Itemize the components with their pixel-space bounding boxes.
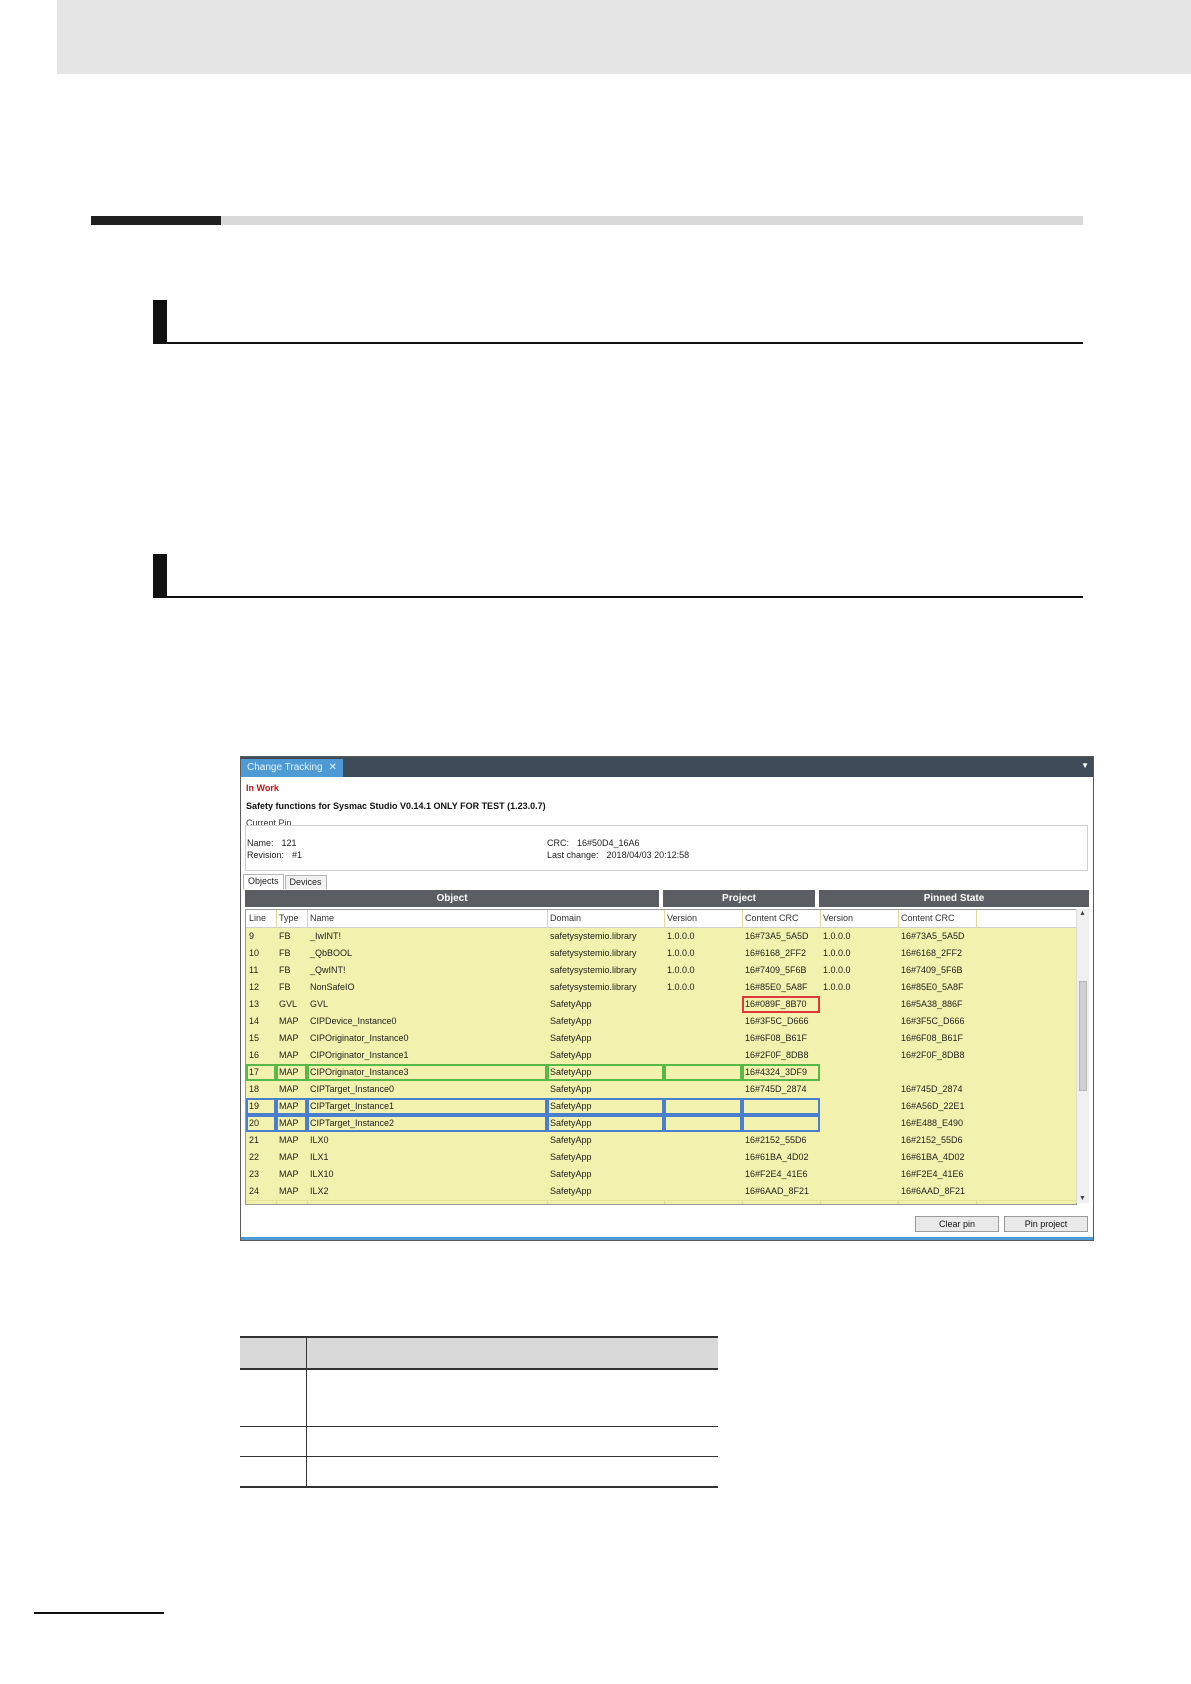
table-row[interactable] bbox=[246, 1132, 1076, 1150]
cell-pinned-content-crc: 16#5A38_886F bbox=[901, 999, 963, 1009]
pin-project-button[interactable]: Pin project bbox=[1004, 1216, 1088, 1232]
current-pin-label: Current Pin bbox=[246, 818, 292, 828]
table-row[interactable] bbox=[246, 1030, 1076, 1048]
cell-version bbox=[664, 1183, 742, 1200]
heading-underline bbox=[153, 342, 1083, 344]
cell-pinned-content-crc: 16#7409_5F6B bbox=[901, 965, 963, 975]
cell-version bbox=[664, 1166, 742, 1183]
subsection-heading-1 bbox=[153, 300, 1083, 344]
cell-version bbox=[664, 1098, 742, 1115]
tab-devices[interactable]: Devices bbox=[285, 875, 327, 889]
cell-pinned-content-crc: 16#73A5_5A5D bbox=[901, 931, 965, 941]
cell-line: 18 bbox=[249, 1084, 260, 1094]
section-rule bbox=[221, 216, 1083, 225]
table-row[interactable] bbox=[246, 1098, 1076, 1116]
cell-content-crc: 16#61BA_4D02 bbox=[745, 1152, 809, 1162]
cell-domain: safetysystemio.library bbox=[550, 948, 637, 958]
close-icon[interactable]: ✕ bbox=[328, 762, 337, 773]
table-row[interactable] bbox=[246, 1115, 1076, 1133]
cell-pinned-version bbox=[820, 1064, 898, 1081]
cell-name: CIPTarget_Instance2 bbox=[307, 1115, 547, 1132]
table-row[interactable] bbox=[246, 1064, 1076, 1082]
table-row[interactable] bbox=[246, 1047, 1076, 1065]
cell-line: 21 bbox=[249, 1135, 260, 1145]
cell-domain: SafetyApp bbox=[547, 1098, 664, 1115]
cell-name: ILX2 bbox=[310, 1186, 329, 1196]
cell-name: CIPOriginator_Instance1 bbox=[310, 1050, 409, 1060]
cell-pinned-content-crc: 16#6F08_B61F bbox=[901, 1033, 964, 1043]
cell-pinned-version bbox=[820, 1081, 898, 1098]
table-row[interactable] bbox=[246, 996, 1076, 1014]
cell-content-crc: 16#4324_3DF9 bbox=[742, 1064, 820, 1081]
group-header-object: Object bbox=[245, 890, 659, 907]
cell-type: MAP bbox=[279, 1033, 299, 1043]
cell-type: FB bbox=[279, 982, 291, 992]
table-row[interactable] bbox=[246, 945, 1076, 963]
scroll-down-icon[interactable]: ▼ bbox=[1079, 1195, 1086, 1202]
group-header-project: Project bbox=[663, 890, 815, 907]
heading-bar bbox=[153, 300, 167, 344]
cell-line: 23 bbox=[249, 1169, 260, 1179]
cell-pinned-version bbox=[820, 1098, 898, 1115]
cell-type: MAP bbox=[276, 1098, 307, 1115]
table-row[interactable] bbox=[246, 1166, 1076, 1184]
cell-type: FB bbox=[279, 948, 291, 958]
section-rule-accent bbox=[91, 216, 221, 225]
change-tracking-window bbox=[240, 756, 1094, 1241]
clear-pin-button[interactable]: Clear pin bbox=[915, 1216, 999, 1232]
heading-underline bbox=[153, 596, 1083, 598]
table-row[interactable] bbox=[246, 928, 1076, 946]
tab-change-tracking[interactable] bbox=[241, 759, 343, 777]
cell-version bbox=[664, 996, 742, 1013]
table-row[interactable] bbox=[246, 962, 1076, 980]
cell-content-crc: 16#85E0_5A8F bbox=[745, 982, 808, 992]
cell-pinned-content-crc: 16#E488_E490 bbox=[901, 1118, 964, 1128]
table-row bbox=[240, 1369, 718, 1427]
pin-revision: Revision: #1 bbox=[247, 850, 303, 860]
header-col-domain[interactable]: Domain bbox=[550, 913, 582, 923]
cell-domain: SafetyApp bbox=[550, 1016, 592, 1026]
cell-pinned-version bbox=[820, 996, 898, 1013]
cell-pinned-version bbox=[820, 1149, 898, 1166]
table-row bbox=[240, 1427, 718, 1457]
scroll-up-icon[interactable]: ▲ bbox=[1079, 910, 1086, 917]
cell-pinned-version: 1.0.0.0 bbox=[823, 965, 851, 975]
cell-domain: SafetyApp bbox=[550, 1084, 592, 1094]
header-band bbox=[57, 0, 1191, 74]
cell-line: 15 bbox=[249, 1033, 260, 1043]
header-col-content-crc[interactable]: Content CRC bbox=[745, 913, 799, 923]
cell-pinned-version bbox=[820, 1183, 898, 1200]
cell-domain: SafetyApp bbox=[550, 1033, 592, 1043]
cell-domain: SafetyApp bbox=[550, 1152, 592, 1162]
cell-type: MAP bbox=[276, 1115, 307, 1132]
header-col-name[interactable]: Name bbox=[310, 913, 335, 923]
cell-type: MAP bbox=[279, 1135, 299, 1145]
objects-grid bbox=[245, 909, 1077, 1205]
cell-line: 17 bbox=[246, 1064, 276, 1081]
cell-content-crc: 16#745D_2874 bbox=[745, 1084, 807, 1094]
cell-type: MAP bbox=[279, 1084, 299, 1094]
grid-header bbox=[246, 910, 1076, 928]
cell-type: FB bbox=[279, 931, 291, 941]
cell-pinned-content-crc: 16#2F0F_8DB8 bbox=[901, 1050, 965, 1060]
cell-domain: SafetyApp bbox=[550, 999, 592, 1009]
cell-pinned-version bbox=[820, 1047, 898, 1064]
object-tabs bbox=[243, 874, 328, 888]
table-header-row bbox=[240, 1337, 718, 1369]
description-table bbox=[240, 1336, 718, 1488]
cell-pinned-content-crc: 16#745D_2874 bbox=[901, 1084, 963, 1094]
cell-name: GVL bbox=[310, 999, 329, 1009]
cell-pinned-content-crc: 16#61BA_4D02 bbox=[901, 1152, 965, 1162]
cell-type: MAP bbox=[279, 1016, 299, 1026]
cell-name: CIPOriginator_Instance0 bbox=[310, 1033, 409, 1043]
cell-pinned-version: 1.0.0.0 bbox=[823, 931, 851, 941]
cell-version bbox=[664, 1047, 742, 1064]
cell-content-crc bbox=[742, 1098, 820, 1115]
cell-content-crc: 16#6AAD_8F21 bbox=[745, 1186, 810, 1196]
cell-line: 9 bbox=[249, 931, 255, 941]
cell-version: 1.0.0.0 bbox=[667, 965, 695, 975]
cell-version bbox=[664, 1064, 742, 1081]
cell-line: 16 bbox=[249, 1050, 260, 1060]
cell-pinned-version bbox=[820, 1166, 898, 1183]
cell-version bbox=[664, 1132, 742, 1149]
cell-pinned-version: 1.0.0.0 bbox=[823, 982, 851, 992]
cell-content-crc: 16#6F08_B61F bbox=[745, 1033, 808, 1043]
window-bottom-border bbox=[241, 1237, 1093, 1240]
cell-line: 22 bbox=[249, 1152, 260, 1162]
cell-type: MAP bbox=[279, 1169, 299, 1179]
cell-name: NonSafeIO bbox=[310, 982, 355, 992]
scroll-thumb[interactable] bbox=[1079, 981, 1087, 1091]
cell-pinned-content-crc: 16#6AAD_8F21 bbox=[901, 1186, 966, 1196]
tab-objects[interactable]: Objects bbox=[243, 874, 284, 889]
cell-type: FB bbox=[279, 965, 291, 975]
cell-version bbox=[664, 1115, 742, 1132]
cell-pinned-version bbox=[820, 1030, 898, 1047]
header-col-pinned-version[interactable]: Version bbox=[823, 913, 854, 923]
cell-domain: SafetyApp bbox=[550, 1186, 592, 1196]
cell-type: MAP bbox=[279, 1186, 299, 1196]
cell-content-crc: 16#7409_5F6B bbox=[745, 965, 807, 975]
cell-type: MAP bbox=[276, 1064, 307, 1081]
cell-version bbox=[664, 1149, 742, 1166]
cell-content-crc bbox=[742, 1115, 820, 1132]
cell-name: ILX1 bbox=[310, 1152, 329, 1162]
cell-line: 20 bbox=[246, 1115, 276, 1132]
cell-pinned-version bbox=[820, 1115, 898, 1132]
pin-last-change: Last change: 2018/04/03 20:12:58 bbox=[547, 850, 690, 860]
cell-domain: safetysystemio.library bbox=[550, 931, 637, 941]
cell-line: 11 bbox=[249, 965, 259, 975]
table-row[interactable] bbox=[246, 1081, 1076, 1099]
cell-pinned-content-crc: 16#85E0_5A8F bbox=[901, 982, 964, 992]
heading-bar bbox=[153, 554, 167, 598]
cell-type: GVL bbox=[279, 999, 298, 1009]
cell-line: 13 bbox=[249, 999, 260, 1009]
grid-scrollbar[interactable] bbox=[1076, 909, 1089, 1203]
cell-pinned-content-crc bbox=[898, 1064, 976, 1081]
cell-version bbox=[664, 1013, 742, 1030]
cell-name: ILX0 bbox=[310, 1135, 329, 1145]
cell-name: _QbBOOL bbox=[310, 948, 353, 958]
cell-name: ILX10 bbox=[310, 1169, 334, 1179]
cell-content-crc: 16#089F_8B70 bbox=[742, 996, 820, 1013]
cell-domain: safetysystemio.library bbox=[550, 982, 637, 992]
cell-version bbox=[664, 1030, 742, 1047]
cell-name: CIPOriginator_Instance3 bbox=[307, 1064, 547, 1081]
tab-label: Change Tracking bbox=[247, 762, 323, 773]
cell-line: 12 bbox=[249, 982, 260, 992]
cell-pinned-version bbox=[820, 1132, 898, 1149]
header-col-version[interactable]: Version bbox=[667, 913, 698, 923]
cell-domain: safetysystemio.library bbox=[550, 965, 637, 975]
cell-name: CIPDevice_Instance0 bbox=[310, 1016, 397, 1026]
cell-content-crc: 16#2F0F_8DB8 bbox=[745, 1050, 809, 1060]
cell-version bbox=[664, 1081, 742, 1098]
table-row[interactable] bbox=[246, 979, 1076, 997]
cell-version: 1.0.0.0 bbox=[667, 931, 695, 941]
group-header-pinned-state: Pinned State bbox=[819, 890, 1089, 907]
cell-line: 14 bbox=[249, 1016, 260, 1026]
cell-content-crc: 16#F2E4_41E6 bbox=[745, 1169, 808, 1179]
pin-name: Name: 121 bbox=[247, 838, 297, 848]
cell-type: MAP bbox=[279, 1050, 299, 1060]
cell-content-crc: 16#73A5_5A5D bbox=[745, 931, 809, 941]
cell-content-crc: 16#6168_2FF2 bbox=[745, 948, 807, 958]
footer-rule bbox=[34, 1612, 164, 1614]
cell-name: CIPTarget_Instance1 bbox=[307, 1098, 547, 1115]
pin-crc: CRC: 16#50D4_16A6 bbox=[547, 838, 640, 848]
cell-name: _QwINT! bbox=[310, 965, 346, 975]
cell-name: CIPTarget_Instance0 bbox=[310, 1084, 395, 1094]
table-row[interactable] bbox=[246, 1149, 1076, 1167]
cell-version: 1.0.0.0 bbox=[667, 948, 695, 958]
cell-version: 1.0.0.0 bbox=[667, 982, 695, 992]
cell-line: 19 bbox=[246, 1098, 276, 1115]
window-titlebar bbox=[241, 757, 1093, 777]
cell-name: _IwINT! bbox=[310, 931, 342, 941]
header-col-pinned-content-crc[interactable]: Content CRC bbox=[901, 913, 955, 923]
status-text: In Work bbox=[246, 783, 279, 793]
cell-pinned-content-crc: 16#A56D_22E1 bbox=[901, 1101, 965, 1111]
cell-type: MAP bbox=[279, 1152, 299, 1162]
cell-domain: SafetyApp bbox=[550, 1050, 592, 1060]
cell-line: 24 bbox=[249, 1186, 260, 1196]
app-title: Safety functions for Sysmac Studio V0.14.1 ONLY FOR TEST (1.23.0.7) bbox=[246, 801, 546, 811]
cell-pinned-version bbox=[820, 1013, 898, 1030]
cell-pinned-content-crc: 16#6168_2FF2 bbox=[901, 948, 963, 958]
cell-domain: SafetyApp bbox=[547, 1115, 664, 1132]
cell-content-crc: 16#3F5C_D666 bbox=[745, 1016, 809, 1026]
header-col-type[interactable]: Type bbox=[279, 913, 299, 923]
subsection-heading-2 bbox=[153, 554, 1083, 598]
table-row[interactable] bbox=[246, 1013, 1076, 1031]
cell-domain: SafetyApp bbox=[550, 1169, 592, 1179]
table-row[interactable] bbox=[246, 1183, 1076, 1201]
cell-line: 10 bbox=[249, 948, 260, 958]
cell-domain: SafetyApp bbox=[550, 1135, 592, 1145]
table-row bbox=[240, 1457, 718, 1488]
current-pin-box bbox=[245, 825, 1088, 871]
cell-pinned-content-crc: 16#3F5C_D666 bbox=[901, 1016, 965, 1026]
cell-content-crc: 16#2152_55D6 bbox=[745, 1135, 807, 1145]
cell-pinned-content-crc: 16#2152_55D6 bbox=[901, 1135, 963, 1145]
cell-pinned-content-crc: 16#F2E4_41E6 bbox=[901, 1169, 964, 1179]
chevron-down-icon[interactable]: ▼ bbox=[1081, 761, 1089, 770]
cell-domain: SafetyApp bbox=[547, 1064, 664, 1081]
header-col-line[interactable]: Line bbox=[249, 913, 267, 923]
cell-pinned-version: 1.0.0.0 bbox=[823, 948, 851, 958]
